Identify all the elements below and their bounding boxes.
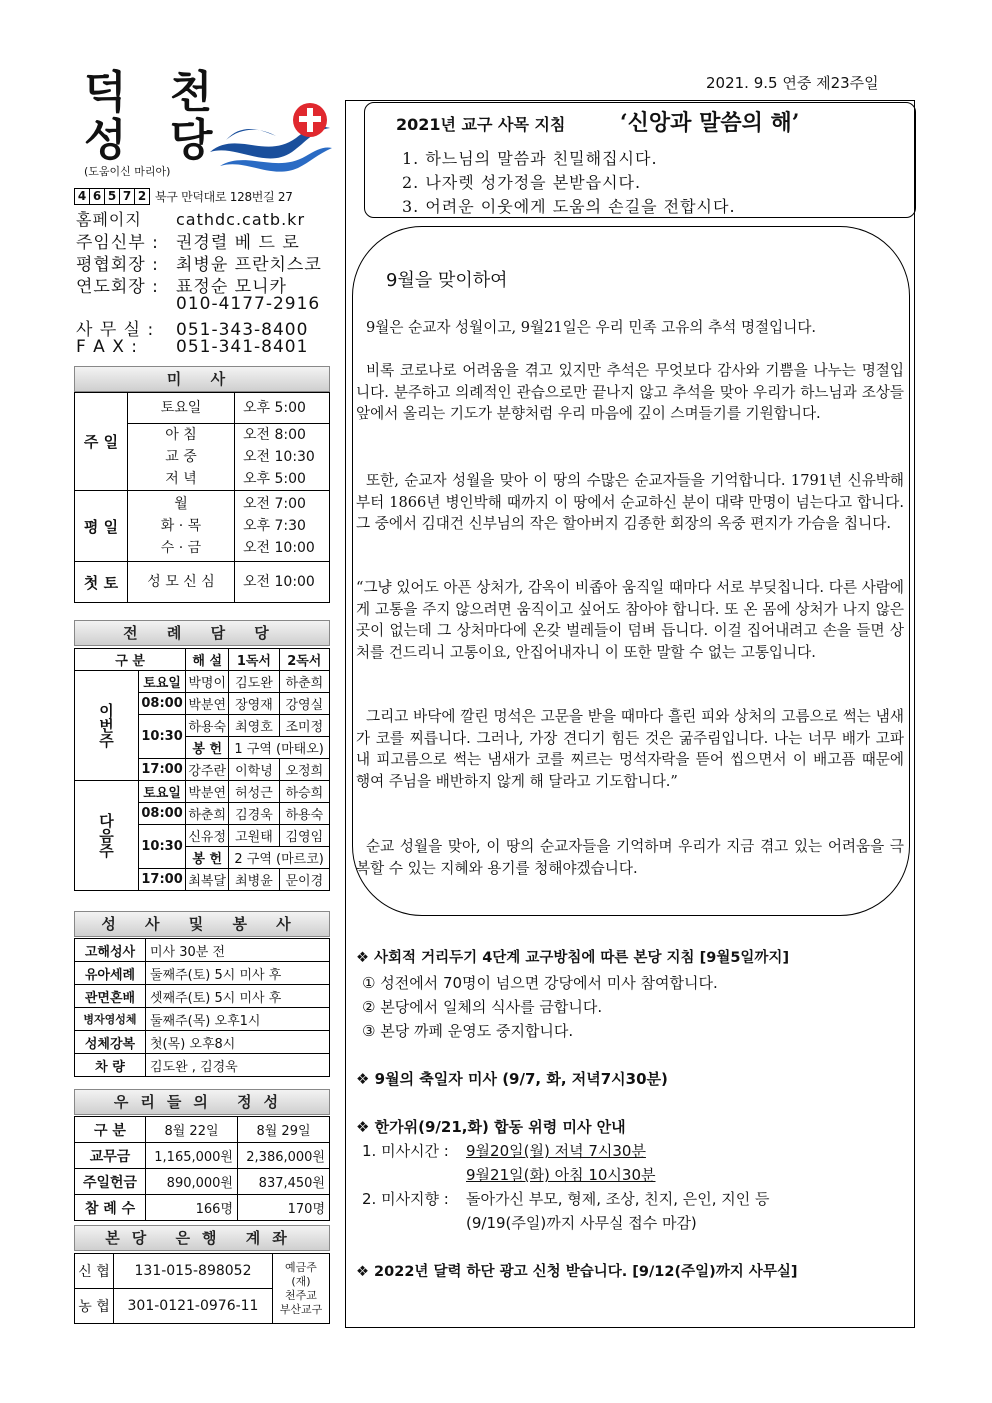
finance-value: 170명 (238, 1195, 330, 1221)
duty-header: 해 설 (186, 649, 229, 671)
bank-account: 301-0121-0976-11 (114, 1289, 273, 1324)
duty-time: 토요일 (139, 671, 186, 693)
church-name-line1: 덕 천 (84, 67, 227, 118)
finance-value: 2,386,000원 (238, 1143, 330, 1169)
article-paragraph: “그냥 있어도 아픈 상처가, 감옥이 비좁아 움직일 때마다 서로 부딪칩니다. 다른 사람에게 고통을 주지 않으려면 움직이고 싶어도 참아야 합니다. 또 온 몸에 상처가 나지 않은 곳이 없는데 그 상처마다에 온갖 벌레들이 덤벼 듭니다. 이걸 집어내려고 손을 들면 상처를 건드리니 고통이요, 안집어내자니 이 또한 말할 수 없는 고통입니다. (356, 579, 904, 661)
sacrament-key: 유아세례 (75, 962, 146, 985)
mass-group-first-saturday: 첫 토 (75, 562, 128, 603)
duty-offering: 1 구역 (마태오) (229, 737, 330, 759)
section-bank: 본당 은행 계좌 (74, 1225, 330, 1251)
section-duty: 전 례 담 당 (74, 620, 330, 646)
duty-cell: 조미정 (279, 715, 329, 737)
article-paragraph: 순교 성월을 맞아, 이 땅의 순교자들을 기억하며 우리가 지금 겪고 있는 어려움을 극복할 수 있는 지혜와 용기를 청해야겠습니다. (356, 838, 904, 877)
info-council-president: 평협회장 : 최병윤 프란치스코 (76, 255, 322, 275)
info-phone: 010-4177-2916 (176, 294, 321, 314)
duty-cell: 박명이 (186, 671, 229, 693)
duty-header: 2독서 (279, 649, 329, 671)
duty-cell: 문이경 (279, 869, 329, 891)
notice-feast-mass: ❖ 9월의 축일자 미사 (9/7, 화, 저녁7시30분) (356, 1070, 668, 1088)
article-title: 9월을 맞이하여 (386, 270, 508, 291)
sacrament-value: 첫(목) 오후8시 (146, 1031, 330, 1054)
notice-item: ③ 본당 까페 운영도 중지합니다. (362, 1022, 574, 1040)
diocese-item: 2. 나자렛 성가정을 본받읍시다. (402, 173, 642, 192)
mass-time: 오후 5:00 (235, 393, 330, 424)
notice-mass-time-label: 1. 미사시간 : (362, 1142, 449, 1160)
duty-cell: 하용숙 (186, 715, 229, 737)
sacrament-key: 병자영성체 (75, 1008, 146, 1031)
mass-group-weekday: 평 일 (75, 491, 128, 562)
sacrament-value: 셋째주(토) 5시 미사 후 (146, 985, 330, 1008)
article-paragraph: 비록 코로나로 어려움을 겪고 있지만 추석은 무엇보다 감사와 기쁨을 나누는 명절입니다. 분주하고 의례적인 관습으로만 끝나지 않고 추석을 맞아 우리가 하느님과 조상들 앞에서 올리는 기도가 분향처럼 우리 마음에 깊이 스며들기를 기원합니다. (356, 362, 904, 422)
duty-cell: 최복달 (186, 869, 229, 891)
zip-digit: 5 (104, 188, 120, 205)
bank-name: 신 협 (75, 1254, 114, 1289)
street-address: 북구 만덕대로 128번길 27 (155, 190, 293, 204)
duty-cell: 오정희 (279, 759, 329, 781)
finance-value: 1,165,000원 (146, 1143, 238, 1169)
notice-item: ① 성전에서 70명이 넘으면 강당에서 미사 참여합니다. (362, 974, 718, 992)
notice-intention-label: 2. 미사지향 : (362, 1190, 449, 1208)
notice-distancing: ❖ 사회적 거리두기 4단계 교구방침에 따른 본당 지침 [9월5일까지] (356, 950, 790, 966)
mass-time-group: 오전 8:00 오전 10:30 오후 5:00 (235, 424, 330, 491)
duty-header: 구 분 (75, 649, 186, 671)
zip-digit: 4 (74, 188, 90, 205)
article-paragraph: 그리고 바닥에 깔린 멍석은 고문을 받을 때마다 흘린 피와 상처의 고름으로 썩는 냄새가 코를 찌릅니다. 그러나, 가장 견디기 힘든 것은 굶주림입니다. 나는 너무 배가 고파 내 피고름으로 썩는 냄새가 코를 찌르는 멍석자락을 뜯어 씹으면서 이 배고픔 때문에 행여 주님을 배반하지 않게 해 달라고 기도합니다.” (356, 708, 904, 790)
notice-item: ② 본당에서 일체의 식사를 금합니다. (362, 998, 603, 1016)
notice-mass-time-2: 9월21일(화) 아침 10시30분 (466, 1166, 656, 1184)
sacrament-key: 관면혼배 (75, 985, 146, 1008)
finance-key: 주일헌금 (75, 1169, 146, 1195)
bank-account: 131-015-898052 (114, 1254, 273, 1289)
duty-offering-label: 봉 헌 (186, 737, 229, 759)
finance-table (74, 1116, 330, 1221)
duty-time: 17:00 (139, 869, 186, 891)
sacrament-value: 둘째주(목) 오후1시 (146, 1008, 330, 1031)
sacrament-key: 차 량 (75, 1054, 146, 1077)
sacrament-key: 성체강복 (75, 1031, 146, 1054)
notice-intention-2: (9/19(주일)까지 사무실 접수 마감) (466, 1214, 697, 1232)
duty-cell: 강영실 (279, 693, 329, 715)
info-pastor: 주임신부 : 권경렬 베 드 로 (76, 233, 300, 253)
zip-digit: 6 (89, 188, 105, 205)
duty-cell: 하용숙 (279, 803, 329, 825)
duty-cell: 최병윤 (229, 869, 279, 891)
info-fax: F A X : 051-341-8401 (76, 337, 309, 357)
mass-group-sunday: 주 일 (75, 393, 128, 491)
duty-cell: 장영재 (229, 693, 279, 715)
notice-mass-time-1: 9월20일(월) 저녁 7시30분 (466, 1142, 646, 1160)
duty-cell: 허성근 (229, 781, 279, 803)
duty-time: 17:00 (139, 759, 186, 781)
finance-value: 890,000원 (146, 1169, 238, 1195)
duty-offering-label: 봉 헌 (186, 847, 229, 869)
duty-offering: 2 구역 (마르코) (229, 847, 330, 869)
bulletin-date: 2021. 9.5 연중 제23주일 (706, 74, 879, 92)
sacrament-key: 고해성사 (75, 939, 146, 962)
finance-header: 8월 29일 (238, 1117, 330, 1143)
article-paragraph: 또한, 순교자 성월을 맞아 이 땅의 수많은 순교자들을 기억합니다. 1791년 신유박해부터 1866년 병인박해 때까지 이 땅에서 순교하신 분이 대략 만명이 넘는다고 합니다. 그 중에서 김대건 신부님의 작은 할아버지 김종한 회장의 옥중 편지가 가슴을 칩니다. (356, 472, 904, 532)
bank-table (74, 1253, 330, 1324)
info-office: 사 무 실 : 051-343-8400 (76, 320, 309, 340)
mass-name-group: 아 침 교 중 저 녁 (128, 424, 235, 491)
notice-intention-1: 돌아가신 부모, 형제, 조상, 친지, 은인, 지인 등 (466, 1190, 770, 1208)
finance-header: 8월 22일 (146, 1117, 238, 1143)
duty-cell: 하춘희 (279, 671, 329, 693)
church-subtitle: (도움이신 마리아) (84, 165, 171, 178)
mass-time: 오전 10:00 (235, 562, 330, 603)
notice-chuseok-mass: ❖ 한가위(9/21,화) 합동 위령 미사 안내 (356, 1118, 626, 1136)
finance-header: 구 분 (75, 1117, 146, 1143)
church-name-line2: 성 당 (84, 115, 227, 166)
duty-cell: 이학녕 (229, 759, 279, 781)
zip-digit: 7 (119, 188, 135, 205)
duty-table (74, 648, 330, 891)
diocese-item: 3. 어려운 이웃에게 도움의 손길을 전합시다. (402, 197, 736, 216)
duty-time: 08:00 (139, 803, 186, 825)
duty-next-week: 다음주 (75, 781, 139, 891)
sacrament-value: 미사 30분 전 (146, 939, 330, 962)
duty-cell: 박분연 (186, 781, 229, 803)
section-sacrament: 성 사 및 봉 사 (74, 911, 330, 937)
duty-cell: 신유정 (186, 825, 229, 847)
duty-cell: 강주란 (186, 759, 229, 781)
duty-cell: 김도완 (229, 671, 279, 693)
sacrament-table (74, 938, 330, 1077)
finance-key: 교무금 (75, 1143, 146, 1169)
section-mass: 미 사 (74, 366, 330, 392)
duty-cell: 박분연 (186, 693, 229, 715)
duty-cell: 하춘희 (186, 803, 229, 825)
duty-cell: 최영호 (229, 715, 279, 737)
article-paragraph: 9월은 순교자 성월이고, 9월21일은 우리 민족 고유의 추석 명절입니다. (366, 319, 817, 336)
duty-cell: 김영임 (279, 825, 329, 847)
diocese-item: 1. 하느님의 말씀과 친밀해집시다. (402, 149, 658, 168)
postal-address (74, 188, 293, 205)
finance-key: 참 례 수 (75, 1195, 146, 1221)
info-homepage: 홈페이지 cathdc.catb.kr (76, 210, 306, 229)
notice-calendar-ad: ❖ 2022년 달력 하단 광고 신청 받습니다. [9/12(주일)까지 사무실] (356, 1264, 798, 1280)
mass-schedule-table (74, 392, 330, 603)
mass-name: 성 모 신 심 (128, 562, 235, 603)
church-logo-icon (206, 100, 334, 178)
duty-time: 10:30 (139, 715, 186, 759)
diocese-title: 2021년 교구 사목 지침 (396, 115, 566, 134)
bank-name: 농 협 (75, 1289, 114, 1324)
duty-time: 토요일 (139, 781, 186, 803)
duty-cell: 하승희 (279, 781, 329, 803)
bank-holder: 예금주 (재) 천주교 부산교구 (273, 1254, 330, 1324)
mass-name-group: 월 화 · 목 수 · 금 (128, 491, 235, 562)
finance-value: 837,450원 (238, 1169, 330, 1195)
info-funeral-president: 연도회장 : 표정순 모니카 (76, 277, 287, 297)
diocese-theme: ‘신앙과 말씀의 해’ (620, 110, 800, 136)
mass-name: 토요일 (128, 393, 235, 424)
zip-digit: 2 (134, 188, 150, 205)
duty-cell: 김경욱 (229, 803, 279, 825)
finance-value: 166명 (146, 1195, 238, 1221)
duty-header: 1독서 (229, 649, 279, 671)
duty-time: 10:30 (139, 825, 186, 869)
section-finance: 우리들의 정성 (74, 1089, 330, 1115)
duty-time: 08:00 (139, 693, 186, 715)
duty-this-week: 이번주 (75, 671, 139, 781)
sacrament-value: 둘째주(토) 5시 미사 후 (146, 962, 330, 985)
sacrament-value: 김도완 , 김경욱 (146, 1054, 330, 1077)
duty-cell: 고원태 (229, 825, 279, 847)
mass-time-group: 오전 7:00 오후 7:30 오전 10:00 (235, 491, 330, 562)
